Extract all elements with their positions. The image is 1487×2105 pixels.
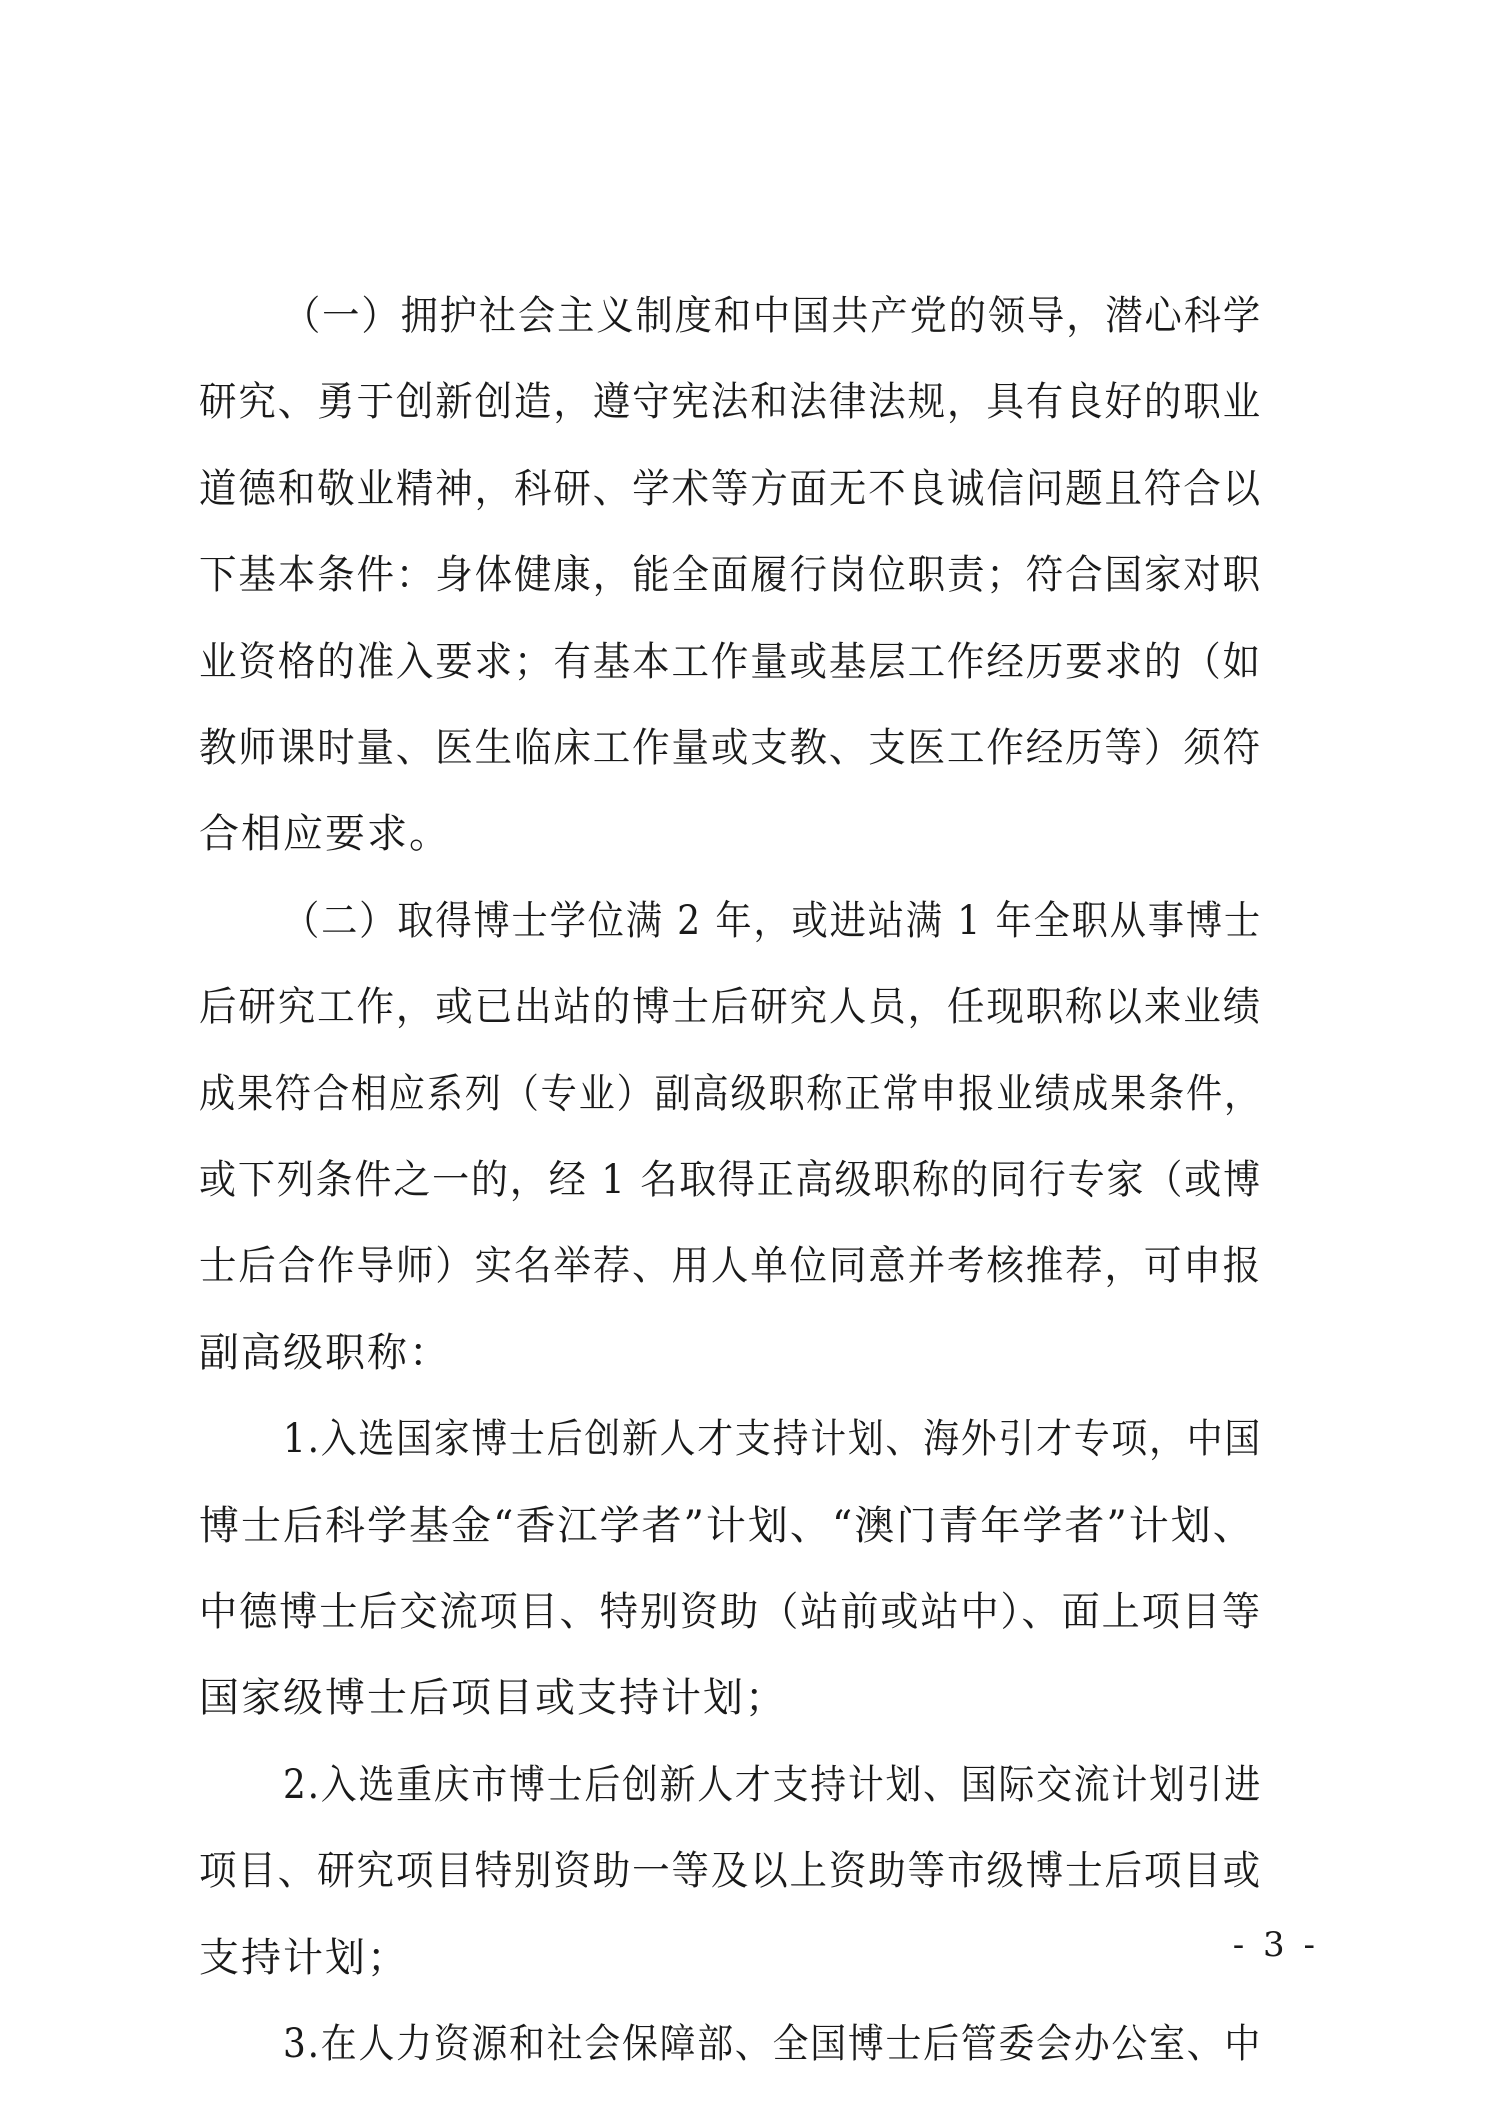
text-line: （二）取得博士学位满 2 年，或进站满 1 年全职从事博士: [283, 898, 1263, 944]
text-line: 3.在人力资源和社会保障部、全国博士后管委会办公室、中: [283, 2021, 1263, 2067]
text-line: 博士后科学基金“香江学者”计划、“澳门青年学者”计划、: [199, 1503, 1255, 1549]
text-line: 合相应要求。: [199, 811, 451, 857]
text-line: 下基本条件：身体健康，能全面履行岗位职责；符合国家对职: [199, 552, 1263, 598]
text-line: 副高级职称：: [199, 1330, 451, 1376]
text-line: 成果符合相应系列（专业）副高级职称正常申报业绩成果条件，: [199, 1071, 1262, 1117]
text-line: 国家级博士后项目或支持计划；: [199, 1675, 787, 1721]
text-line: （一）拥护社会主义制度和中国共产党的领导，潜心科学: [283, 293, 1263, 339]
text-line: 支持计划；: [199, 1935, 409, 1981]
text-line: 项目、研究项目特别资助一等及以上资助等市级博士后项目或: [199, 1848, 1263, 1894]
text-line: 中德博士后交流项目、特别资助（站前或站中）、面上项目等: [199, 1589, 1262, 1635]
text-line: 或下列条件之一的，经 1 名取得正高级职称的同行专家（或博: [199, 1157, 1262, 1203]
page-number: - 3 -: [1232, 1925, 1319, 1965]
text-line: 2.入选重庆市博士后创新人才支持计划、国际交流计划引进: [283, 1762, 1263, 1808]
text-line: 业资格的准入要求；有基本工作量或基层工作经历要求的（如: [199, 639, 1263, 685]
text-line: 1.入选国家博士后创新人才支持计划、海外引才专项，中国: [283, 1416, 1263, 1462]
text-line: 道德和敬业精神，科研、学术等方面无不良诚信问题且符合以: [199, 466, 1263, 512]
text-line: 教师课时量、医生临床工作量或支教、支医工作经历等）须符: [199, 725, 1263, 771]
text-line: 后研究工作，或已出站的博士后研究人员，任现职称以来业绩: [199, 984, 1263, 1030]
text-line: 研究、勇于创新创造，遵守宪法和法律法规，具有良好的职业: [199, 379, 1263, 425]
text-line: 士后合作导师）实名举荐、用人单位同意并考核推荐，可申报: [199, 1243, 1263, 1289]
